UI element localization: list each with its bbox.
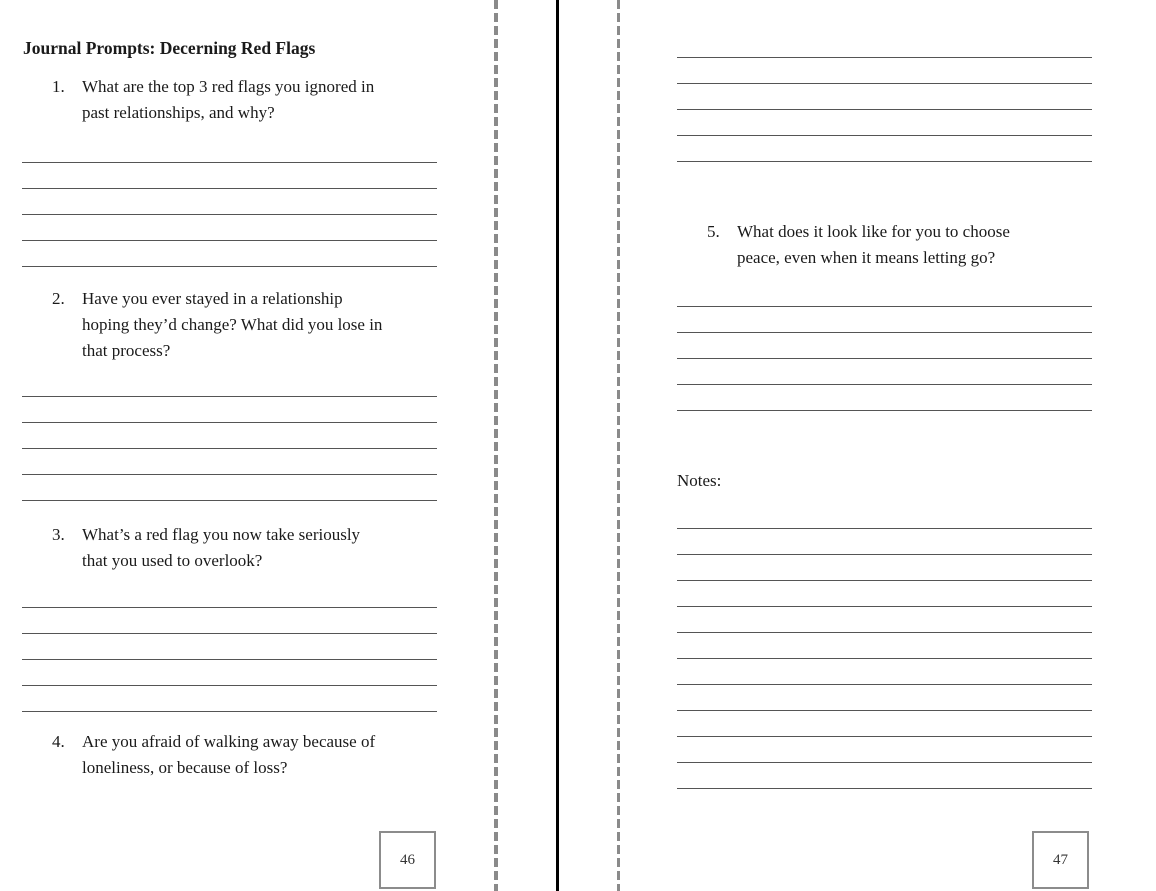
prompt-text-line: peace, even when it means letting go? xyxy=(737,248,996,267)
writing-line xyxy=(677,385,1092,411)
journal-prompt-5 xyxy=(707,219,1010,271)
journal-prompt-1 xyxy=(52,74,374,126)
prompt-text-line: What are the top 3 red flags you ignored in xyxy=(82,77,375,96)
prompt-text-line: Have you ever stayed in a relationship xyxy=(82,289,343,308)
prompt-text-line: What does it look like for you to choose xyxy=(737,222,1010,241)
prompt-text-line: hoping they’d change? What did you lose in xyxy=(82,315,383,334)
writing-line xyxy=(22,189,437,215)
prompt-number: 1. xyxy=(52,77,65,96)
writing-line xyxy=(22,686,437,712)
journal-prompt-4 xyxy=(52,729,375,781)
writing-line xyxy=(22,634,437,660)
notes-writing-lines-group xyxy=(677,503,1092,789)
writing-line xyxy=(677,529,1092,555)
page-number: 47 xyxy=(1053,851,1068,868)
prompt-text xyxy=(737,219,1010,271)
writing-line xyxy=(22,215,437,241)
writing-line xyxy=(677,32,1092,58)
writing-line xyxy=(22,241,437,267)
writing-line xyxy=(677,503,1092,529)
prompt-text xyxy=(82,522,360,574)
writing-lines-group xyxy=(22,371,437,501)
writing-lines-group xyxy=(677,32,1092,162)
prompt-text xyxy=(82,286,382,364)
writing-line xyxy=(22,371,437,397)
prompt-text xyxy=(82,74,374,126)
writing-line xyxy=(677,633,1092,659)
prompt-number: 5. xyxy=(707,222,720,241)
writing-lines-group xyxy=(22,582,437,712)
page-number-box xyxy=(1032,831,1089,889)
prompt-number: 3. xyxy=(52,525,65,544)
writing-line xyxy=(677,110,1092,136)
writing-line xyxy=(677,607,1092,633)
writing-line xyxy=(677,136,1092,162)
writing-line xyxy=(677,763,1092,789)
writing-lines-group xyxy=(22,137,437,267)
writing-line xyxy=(677,281,1092,307)
prompt-text-line: that process? xyxy=(82,341,171,360)
journal-prompt-2 xyxy=(52,286,382,364)
writing-line xyxy=(677,659,1092,685)
left-page xyxy=(0,0,460,891)
writing-line xyxy=(677,307,1092,333)
writing-line xyxy=(22,660,437,686)
page-title: Journal Prompts: Decerning Red Flags xyxy=(23,38,316,58)
prompt-number: 4. xyxy=(52,732,65,751)
writing-line xyxy=(22,608,437,634)
page-number-box xyxy=(379,831,436,889)
prompt-text-line: Are you afraid of walking away because of xyxy=(82,732,376,751)
writing-line xyxy=(677,84,1092,110)
prompt-number: 2. xyxy=(52,289,65,308)
writing-line xyxy=(22,137,437,163)
writing-line xyxy=(22,449,437,475)
binding-spine-line xyxy=(556,0,559,891)
writing-line xyxy=(677,711,1092,737)
page-number: 46 xyxy=(400,851,415,868)
right-page xyxy=(620,0,1156,891)
writing-line xyxy=(22,397,437,423)
prompt-text xyxy=(82,729,375,781)
writing-line xyxy=(677,685,1092,711)
writing-line xyxy=(677,333,1092,359)
dashed-cut-line-left xyxy=(494,0,498,891)
writing-line xyxy=(677,359,1092,385)
prompt-text-line: that you used to overlook? xyxy=(82,551,263,570)
notes-label: Notes: xyxy=(677,471,722,490)
prompt-text-line: past relationships, and why? xyxy=(82,103,275,122)
writing-line xyxy=(677,58,1092,84)
writing-line xyxy=(22,475,437,501)
writing-line xyxy=(677,555,1092,581)
writing-line xyxy=(677,581,1092,607)
writing-line xyxy=(22,582,437,608)
writing-lines-group xyxy=(677,281,1092,411)
journal-prompt-3 xyxy=(52,522,360,574)
writing-line xyxy=(677,737,1092,763)
writing-line xyxy=(22,163,437,189)
writing-line xyxy=(22,423,437,449)
prompt-text-line: loneliness, or because of loss? xyxy=(82,758,288,777)
prompt-text-line: What’s a red flag you now take seriously xyxy=(82,525,361,544)
